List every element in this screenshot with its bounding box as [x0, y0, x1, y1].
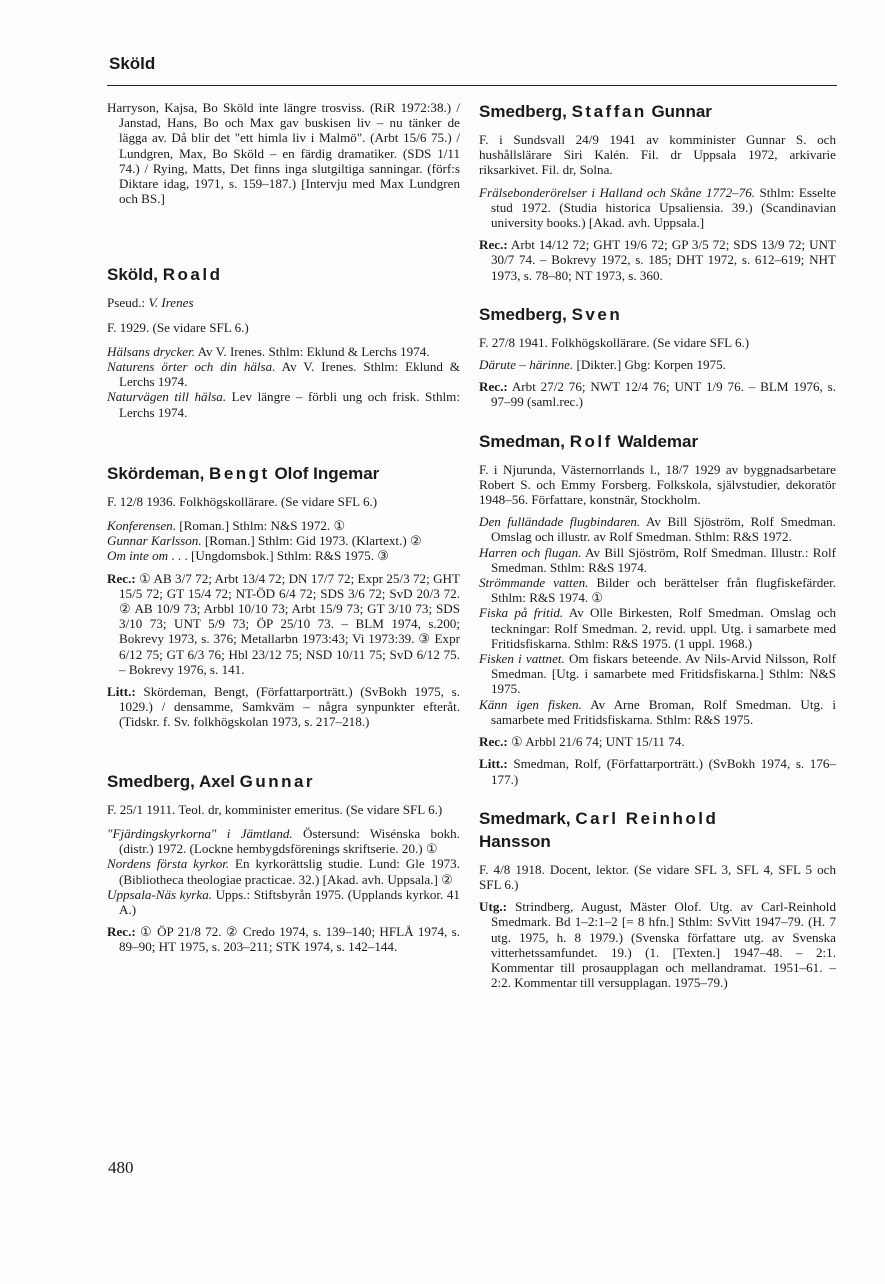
work-item: Hälsans drycker. Av V. Irenes. Sthlm: Eklund & Lerchs 1974.	[107, 343, 430, 359]
entry-heading-smedberg-staffan: Smedberg, Staffan Gunnar	[479, 102, 712, 121]
entry-heading-smedmark: Smedmark, Carl Reinhold Hansson	[479, 808, 719, 851]
work-item: Naturens örter och din hälsa. Av V. Irenes. Sthlm: Eklund & Lerchs 1974.	[107, 359, 460, 390]
running-header-title: Sköld	[109, 54, 156, 73]
work-item: Konferensen. [Roman.] Sthlm: N&S 1972. ①	[107, 518, 346, 534]
works-list	[479, 185, 836, 231]
birth-info: F. 25/1 1911. Teol. dr, komminister emeritus. (Se vidare SFL 6.)	[107, 801, 443, 817]
work-item: Fiska på fritid. Av Olle Birkesten, Rolf Smedman. Omslag och teckningar: Rolf Smedman. 2, revid. uppl. Utg. i samarbete med Fritidsfiskarna. Sthlm: R&S 1975. (1 uppl. 1968.)	[479, 605, 836, 651]
work-item: Harren och flugan. Av Bill Sjöström, Rolf Smedman. Illustr.: Rolf Smedman. Sthlm: R&S 1974.	[479, 544, 836, 575]
birth-info: F. 4/8 1918. Docent, lektor. (Se vidare SFL 3, SFL 4, SFL 5 och SFL 6.)	[479, 861, 836, 892]
reviews: Rec.: Arbt 27/2 76; NWT 12/4 76; UNT 1/9 76. – BLM 1976, s. 97–99 (saml.rec.)	[479, 379, 836, 410]
work-item: Den fulländade flugbindaren. Av Bill Sjöström, Rolf Smedman. Omslag och illustr. av Rolf Smedman. Sthlm: R&S 1972.	[479, 514, 836, 545]
right-column	[479, 100, 836, 990]
works-list	[107, 518, 460, 564]
page-number: 480	[108, 1158, 134, 1177]
birth-info: F. i Njurunda, Västernorrlands l., 18/7 1929 av byggnadsarbetare Robert S. och Emmy Forsberg. Folkskola, självstudier, dekoratör 1948–56. Författare, konstnär, Stockholm.	[479, 461, 836, 508]
birth-info: F. 1929. (Se vidare SFL 6.)	[107, 319, 249, 335]
work-item: Gunnar Karlsson. [Roman.] Sthlm: Gid 1973. (Klartext.) ②	[107, 533, 422, 549]
entry-heading-skordeman: Skördeman, Bengt Olof Ingemar	[107, 463, 380, 483]
work-item: Nordens första kyrkor. En kyrkorättslig studie. Lund: Gle 1973. (Bibliotheca theologiae practicae. 32.) [Akad. avh. Uppsala.] ②	[107, 856, 460, 887]
work-item: Därute – härinne. [Dikter.] Gbg: Korpen 1975.	[479, 357, 726, 373]
work-item: Uppsala-Näs kyrka. Upps.: Stiftsbyrån 1975. (Upplands kyrkor. 41 A.)	[107, 886, 460, 917]
literature: Litt.: Skördeman, Bengt, (Författarporträtt.) (SvBokh 1975, s. 1029.) / densamme, Samkväm – några synpunkter efteråt. (Tidskr. f. Sv. folkhögskolan 1973, s. 217–218.)	[107, 684, 460, 730]
entry-heading-smedberg-sven: Smedberg, Sven	[479, 304, 623, 324]
birth-info: F. 27/8 1941. Folkhögskollärare. (Se vidare SFL 6.)	[479, 334, 750, 350]
works-list	[107, 826, 460, 917]
left-column	[107, 100, 460, 955]
entry-heading-skold-roald: Sköld, Roald	[107, 265, 223, 285]
work-item: Fisken i vattnet. Om fiskars beteende. Av Nils-Arvid Nilsson, Rolf Smedman. [Utg. i samarbete med Fritidsfiskarna.] Sthlm: N&S 1975.	[479, 651, 836, 697]
works-list	[479, 357, 836, 372]
reviews: Rec.: ① Arbbl 21/6 74; UNT 15/11 74.	[479, 734, 685, 750]
work-item: Känn igen fisken. Av Arne Broman, Rolf Smedman. Utg. i samarbete med Fritidsfiskarna. Sthlm: R&S 1975.	[479, 696, 836, 727]
entry-heading-smedman: Smedman, Rolf Waldemar	[479, 431, 699, 451]
works-list	[479, 514, 836, 727]
work-item: Om inte om . . . [Ungdomsbok.] Sthlm: R&S 1975. ③	[107, 548, 390, 564]
birth-info: F. 12/8 1936. Folkhögskollärare. (Se vidare SFL 6.)	[107, 493, 378, 509]
editions: Utg.: Strindberg, August, Mäster Olof. Utg. av Carl-Reinhold Smedmark. Bd 1–2:1–2 [= 8 hfn.] Sthlm: SvVitt 1947–79. (H. 7 utg. 1975, h. 8 1979.) (Svenska författare utg. av Svenska vitterhetssamfundet. 19.) (1. [Texten.] 1947–48. – 2:1. Kommentar till prosaupplagan och mellandramat. 1951–61. – 2:2. Kommentar till versupplagan. 1975–79.)	[479, 899, 836, 991]
work-item: Frälsebonderörelser i Halland och Skåne 1772–76. Sthlm: Esselte stud 1972. (Studia historica Upsaliensia. 39.) (Scandinavian university books.) [Akad. avh. Uppsala.]	[479, 184, 836, 231]
header-rule	[107, 85, 837, 86]
work-item: "Fjärdingskyrkorna" i Jämtland. Östersund: Wisénska bokh. (distr.) 1972. (Lockne hembygdsförenings skriftserie. 20.) ①	[107, 825, 460, 857]
reviews: Rec.: Arbt 14/12 72; GHT 19/6 72; GP 3/5 72; SDS 13/9 72; UNT 30/7 74. – Bokrevy 1972, s. 185; DHT 1972, s. 612–619; NHT 1973, s. 78–80; NT 1973, s. 360.	[479, 237, 836, 283]
continued-litt-text: Harryson, Kajsa, Bo Sköld inte längre trosviss. (RiR 1972:38.) / Janstad, Hans, Bo och Max gav buskisen liv – nu tänker de lägga av. Då blir det "ett himla liv i Malmö". (Arbt 15/6 75.) / Lundgren, Max, Bo Sköld – en färdig dramatiker. (SDS 1/11 74.) / Rying, Matts, Det finns inga slutgiltiga sanningar. (förf:s Diktare idag, 1971, s. 159–187.) [Intervju med Max Lundgren och BS.]	[107, 100, 460, 207]
works-list	[107, 344, 460, 420]
birth-info: F. i Sundsvall 24/9 1941 av komminister Gunnar S. och hushållslärare Siri Kalén. Fil. dr Uppsala 1972, arkivarie riksarkivet. Fil. dr, Solna.	[479, 132, 836, 178]
work-item: Strömmande vatten. Bilder och berättelser från flugfiskefärder. Sthlm: R&S 1974. ①	[479, 575, 836, 606]
literature: Litt.: Smedman, Rolf, (Författarporträtt.) (SvBokh 1974, s. 176–177.)	[479, 756, 836, 787]
pseud-line: Pseud.: V. Irenes	[107, 295, 194, 311]
entry-heading-smedberg-axel: Smedberg, Axel Gunnar	[107, 771, 316, 791]
reviews: Rec.: ① ÖP 21/8 72. ② Credo 1974, s. 139–140; HFLÅ 1974, s. 89–90; HT 1975, s. 203–211; STK 1974, s. 142–144.	[107, 924, 460, 955]
work-item: Naturvägen till hälsa. Lev längre – förbli ung och frisk. Sthlm: Lerchs 1974.	[107, 389, 460, 420]
reviews: Rec.: ① AB 3/7 72; Arbt 13/4 72; DN 17/7 72; Expr 25/3 72; GHT 15/5 72; GT 15/4 72; NT-ÖD 6/4 72; SDS 3/6 72; SvD 20/3 72. ② AB 10/9 73; Arbbl 10/10 73; Arbt 15/9 73; GT 3/10 73; SDS 3/10 73; UNT 5/9 73; ÖP 25/10 73. – BLM 1974, s.200; Bokrevy 1973, s. 376; Metallarbn 1973:43; Vi 1973:39. ③ Expr 6/12 75; GT 6/3 76; Hbl 23/12 75; NSD 10/11 75; SvD 6/12 75. – Bokrevy 1976, s. 141.	[107, 570, 460, 677]
